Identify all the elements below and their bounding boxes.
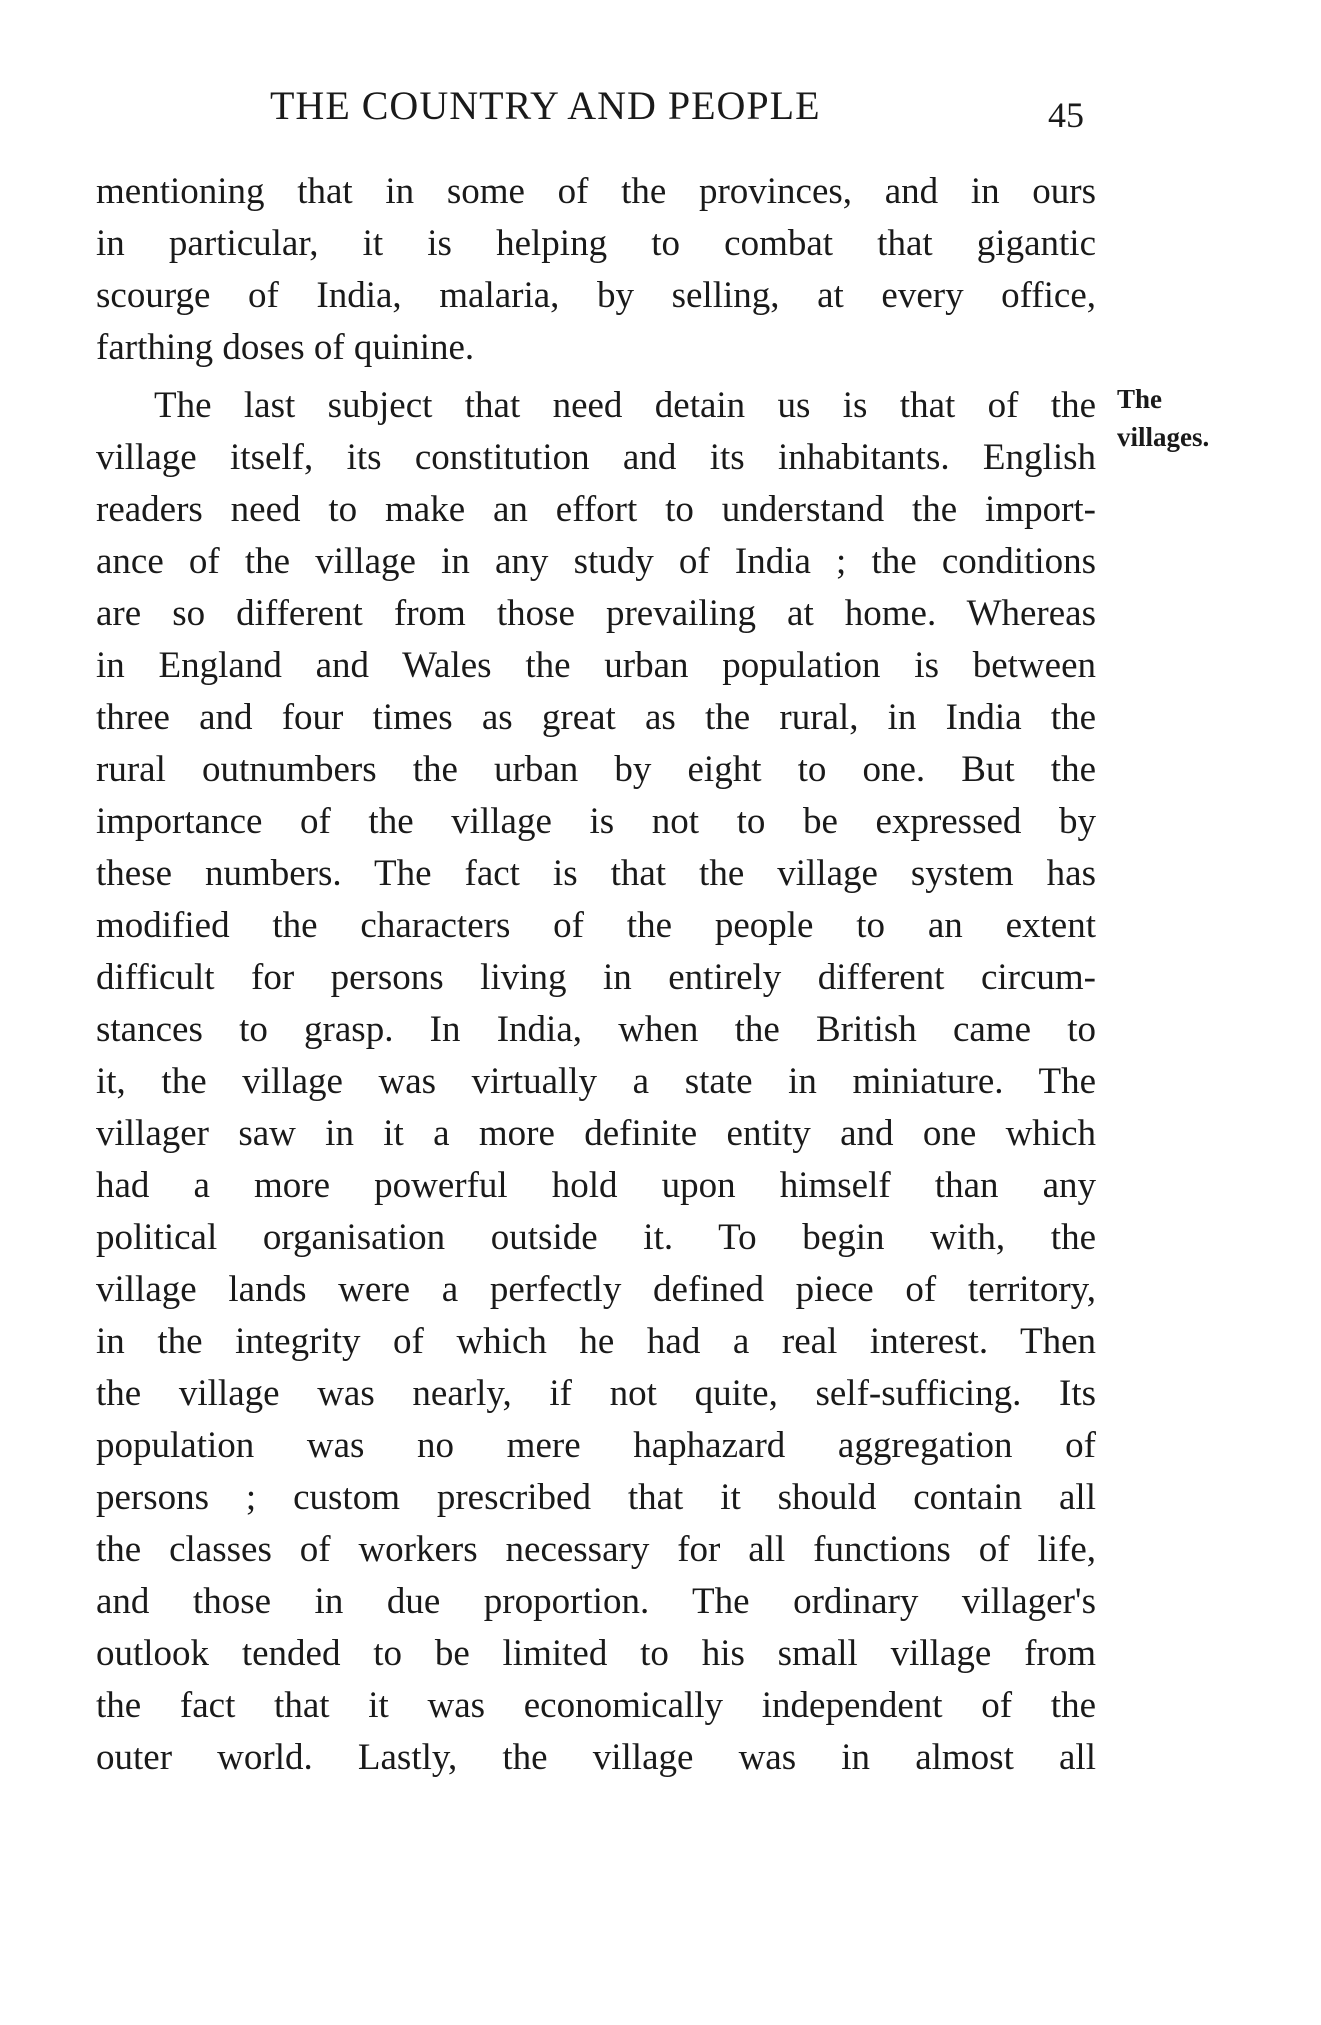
text-line: importance of the village is not to be expressed by xyxy=(96,801,1096,842)
text-line: village itself, its constitution and its inhabitants. English xyxy=(96,437,1096,478)
text-line: are so different from those prevailing at home. Whereas xyxy=(96,593,1096,634)
text-line: stances to grasp. In India, when the British came to xyxy=(96,1009,1096,1050)
text-line: the classes of workers necessary for all functions of life, xyxy=(96,1529,1096,1570)
text-line: mentioning that in some of the provinces, and in ours xyxy=(96,171,1096,212)
text-line: the fact that it was economically independent of the xyxy=(96,1685,1096,1726)
text-line: outer world. Lastly, the village was in almost all xyxy=(96,1737,1096,1778)
text-line: modified the characters of the people to an extent xyxy=(96,905,1096,946)
text-line: scourge of India, malaria, by selling, at every office, xyxy=(96,275,1096,316)
text-line: population was no mere haphazard aggregation of xyxy=(96,1425,1096,1466)
marginal-note-line: The xyxy=(1117,384,1163,414)
text-line: and those in due proportion. The ordinary villager's xyxy=(96,1581,1096,1622)
text-line: in the integrity of which he had a real interest. Then xyxy=(96,1321,1096,1362)
text-line: village lands were a perfectly defined piece of territory, xyxy=(96,1269,1096,1310)
text-line: three and four times as great as the rural, in India the xyxy=(96,697,1096,738)
text-line: these numbers. The fact is that the village system has xyxy=(96,853,1096,894)
text-line: in England and Wales the urban population is between xyxy=(96,645,1096,686)
text-line: readers need to make an effort to understand the import- xyxy=(96,489,1096,530)
page-number: 45 xyxy=(1048,95,1084,135)
text-line: villager saw in it a more definite entity and one which xyxy=(96,1113,1096,1154)
text-line: had a more powerful hold upon himself than any xyxy=(96,1165,1096,1206)
text-line: outlook tended to be limited to his small village from xyxy=(96,1633,1096,1674)
marginal-note xyxy=(1117,380,1209,456)
text-line: farthing doses of quinine. xyxy=(96,327,475,368)
marginal-note-line: villages. xyxy=(1117,422,1210,452)
text-line: rural outnumbers the urban by eight to one. But the xyxy=(96,749,1096,790)
body-text xyxy=(96,166,1096,1784)
text-line: difficult for persons living in entirely different circum- xyxy=(96,957,1096,998)
text-line: the village was nearly, if not quite, self-sufficing. Its xyxy=(96,1373,1096,1414)
text-line: persons ; custom prescribed that it should contain all xyxy=(96,1477,1096,1518)
running-head: THE COUNTRY AND PEOPLE xyxy=(270,83,821,128)
text-line: political organisation outside it. To begin with, the xyxy=(96,1217,1096,1258)
text-line: it, the village was virtually a state in miniature. The xyxy=(96,1061,1096,1102)
text-line: The last subject that need detain us is that of the xyxy=(154,385,1096,426)
text-line: ance of the village in any study of India ; the conditions xyxy=(96,541,1096,582)
text-line: in particular, it is helping to combat that gigantic xyxy=(96,223,1096,264)
